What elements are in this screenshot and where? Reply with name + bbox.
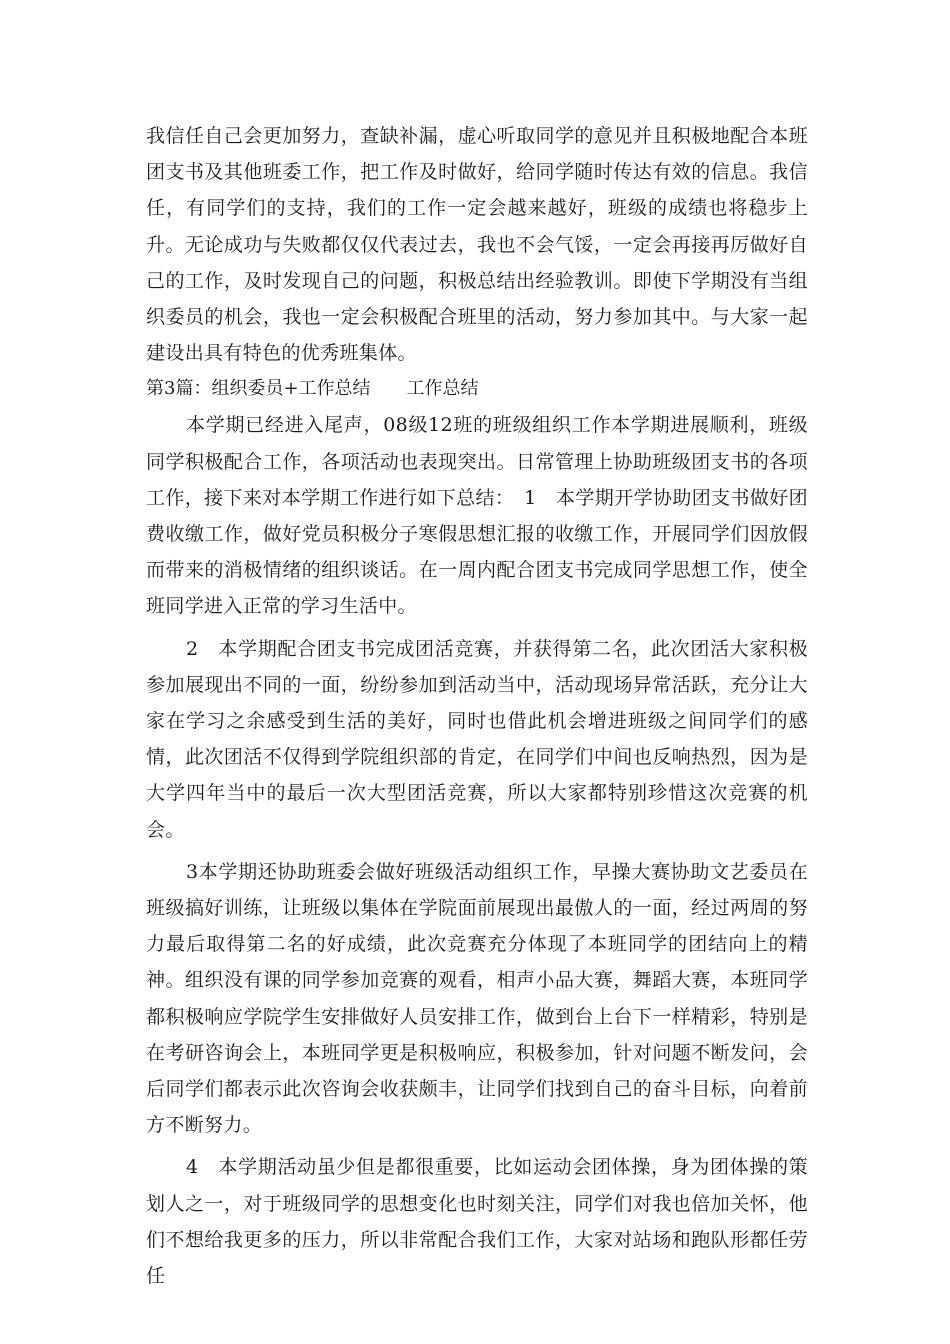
paragraph-1: 本学期已经进入尾声，08级12班的班级组织工作本学期进展顺利，班级同学积极配合工作，各项活动也表现突出。日常管理上协助班级团支书的各项工作，接下来对本学期工作进行如下总结： 1 本学期开学协助团支书做好团费收缴工作，做好党员积极分子寒假思想汇报的收缴工作，开展同学们因放假而带来的消极情绪的组织谈话。在一周内配合团支书完成同学思想工作，使全班同学进入正常的学习生活中。 <box>146 414 808 618</box>
section-heading: 第3篇：组织委员+工作总结 工作总结 <box>146 378 479 400</box>
document-body <box>146 118 808 1294</box>
paragraph-4: 4 本学期活动虽少但是都很重要，比如运动会团体操，身为团体操的策划人之一，对于班级同学的思想变化也时刻关注，同学们对我也倍加关怀，他们不想给我更多的压力，所以非常配合我们工作，大家对站场和跑队形都任劳任 <box>146 1156 808 1288</box>
paragraph-3: 3本学期还协助班委会做好班级活动组织工作，早操大赛协助文艺委员在班级搞好训练，让班级以集体在学院面前展现出最傲人的一面，经过两周的努力最后取得第二名的好成绩，此次竞赛充分体现了本班同学的团结向上的精神。组织没有课的同学参加竞赛的观看，相声小品大赛，舞蹈大赛，本班同学都积极响应学院学生安排做好人员安排工作，做到台上台下一样精彩，特别是在考研咨询会上，本班同学更是积极响应，积极参加，针对问题不断发问，会后同学们都表示此次咨询会收获颇丰，让同学们找到自己的奋斗目标，向着前方不断努力。 <box>146 860 808 1137</box>
paragraph-continuation: 我信任自己会更加努力，查缺补漏，虚心听取同学的意见并且积极地配合本班团支书及其他班委工作，把工作及时做好，给同学随时传达有效的信息。我信任，有同学们的支持，我们的工作一定会越来越好，班级的成绩也将稳步上升。无论成功与失败都仅仅代表过去，我也不会气馁，一定会再接再厉做好自己的工作，及时发现自己的问题，积极总结出经验教训。即使下学期没有当组织委员的机会，我也一定会积极配合班里的活动，努力参加其中。与大家一起建设出具有特色的优秀班集体。 <box>146 125 808 365</box>
paragraph-2: 2 本学期配合团支书完成团活竞赛，并获得第二名，此次团活大家积极参加展现出不同的一面，纷纷参加到活动当中，活动现场异常活跃，充分让大家在学习之余感受到生活的美好，同时也借此机会增进班级之间同学们的感情，此次团活不仅得到学院组织部的肯定，在同学们中间也反响热烈，因为是大学四年当中的最后一次大型团活竞赛，所以大家都特别珍惜这次竞赛的机会。 <box>146 637 808 841</box>
